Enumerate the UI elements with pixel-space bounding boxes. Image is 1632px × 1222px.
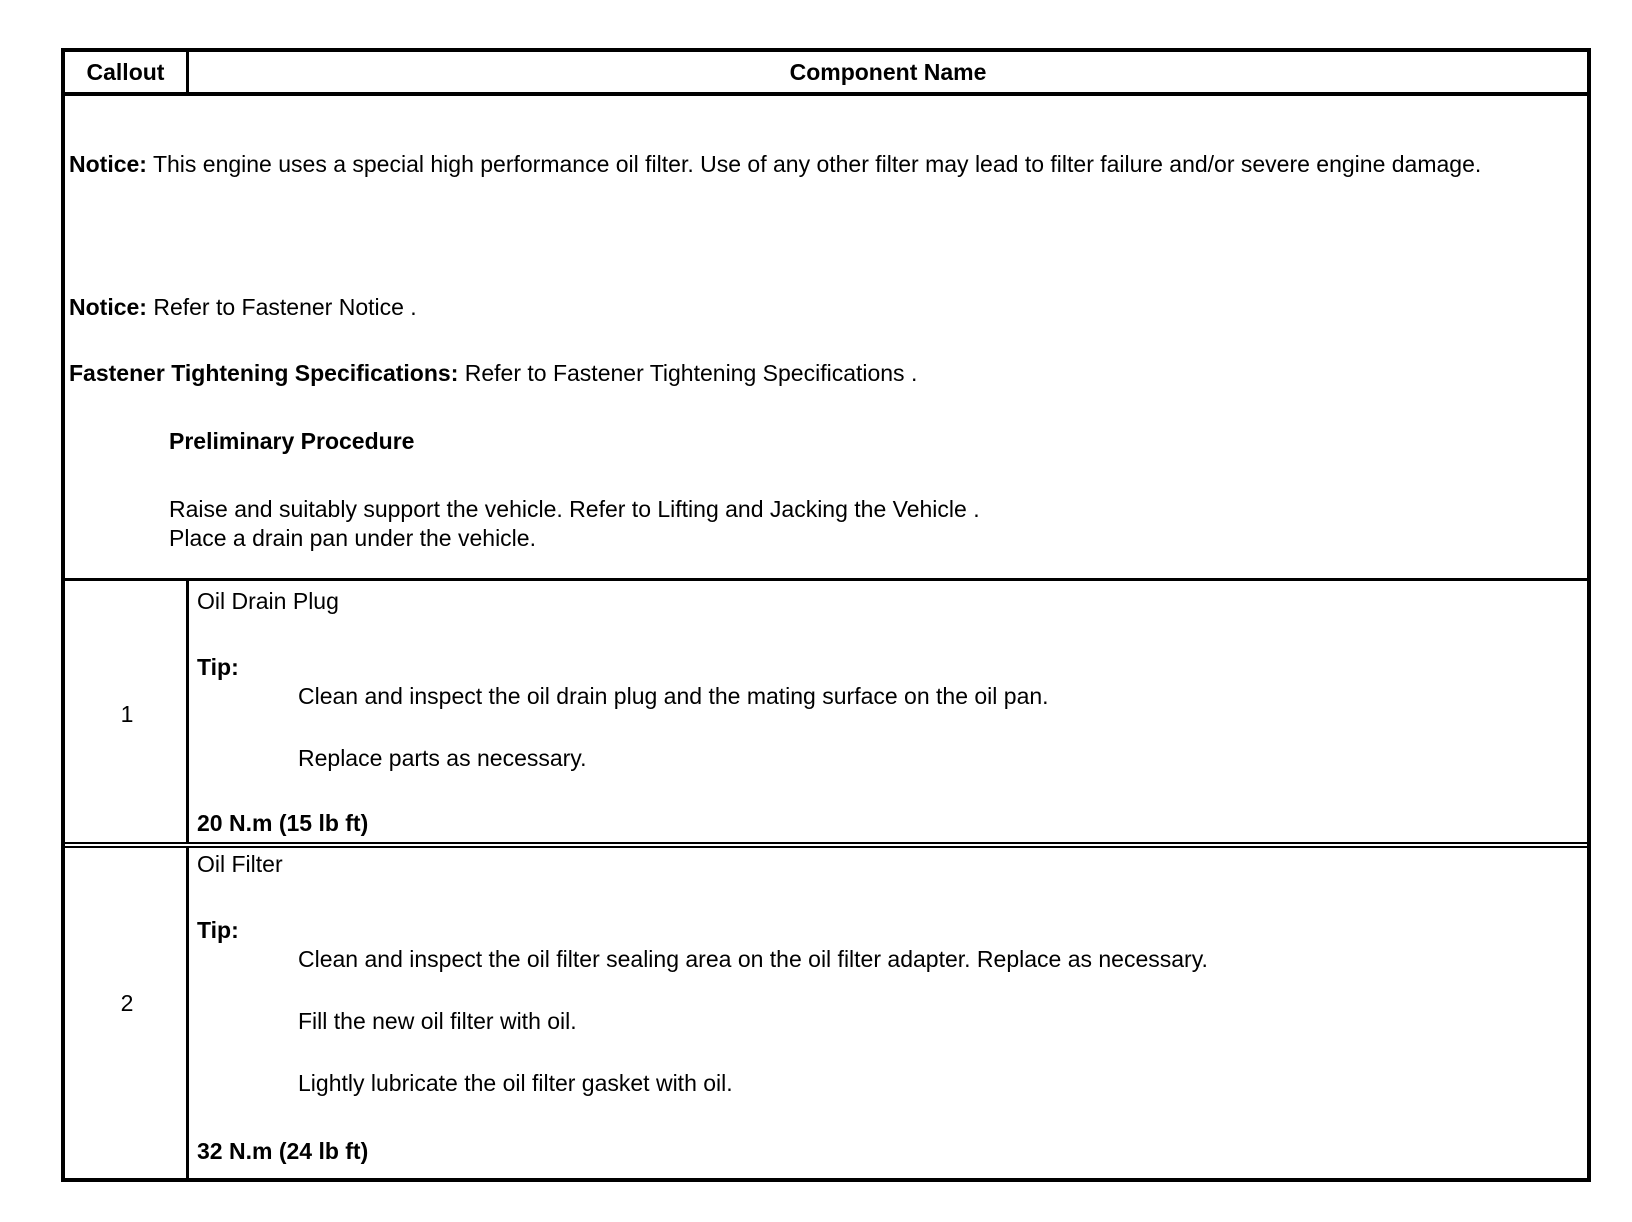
table-row [65,581,1587,848]
preliminary-step-drain-pan: Place a drain pan under the vehicle. [169,525,536,551]
torque-spec: 20 N.m (15 lb ft) [197,810,369,836]
tip-label: Tip: [197,654,239,680]
preliminary-procedure-heading: Preliminary Procedure [169,428,415,454]
tip-label: Tip: [197,917,239,943]
tip-item: Clean and inspect the oil drain plug and the mating surface on the oil pan. [298,683,1049,709]
intro-notices-section [65,96,1587,581]
preliminary-step-raise-vehicle[interactable]: Raise and suitably support the vehicle. Refer to Lifting and Jacking the Vehicle . [169,496,980,522]
notice-fastener [69,293,417,322]
component-table [61,48,1591,1182]
fastener-specs-label: Fastener Tightening Specifications: [69,360,459,386]
fastener-specs [69,359,917,388]
notice-label: Notice: [69,151,147,177]
notice-text: This engine uses a special high performance oil filter. Use of any other filter may lead to filter failure and/or severe engine damage. [152,151,1482,177]
table-header-row [65,52,1587,96]
tip-item: Clean and inspect the oil filter sealing area on the oil filter adapter. Replace as necessary. [298,946,1208,972]
tip-item: Fill the new oil filter with oil. [298,1008,577,1034]
tip-item: Replace parts as necessary. [298,745,587,771]
notice-label: Notice: [69,294,147,320]
component-name: Oil Drain Plug [197,588,339,614]
component-name-column-header: Component Name [789,58,987,85]
callout-number: 1 [120,701,134,727]
notice-oil-filter [69,150,1569,179]
table-row [65,848,1587,1178]
torque-spec: 32 N.m (24 lb ft) [197,1138,369,1164]
fastener-notice-link[interactable]: Refer to Fastener Notice . [153,294,417,320]
component-name: Oil Filter [197,851,283,877]
tip-item: Lightly lubricate the oil filter gasket with oil. [298,1070,733,1096]
callout-number: 2 [120,990,134,1016]
callout-column-header: Callout [65,52,189,92]
fastener-specs-link[interactable]: Refer to Fastener Tightening Specifications . [464,360,918,386]
